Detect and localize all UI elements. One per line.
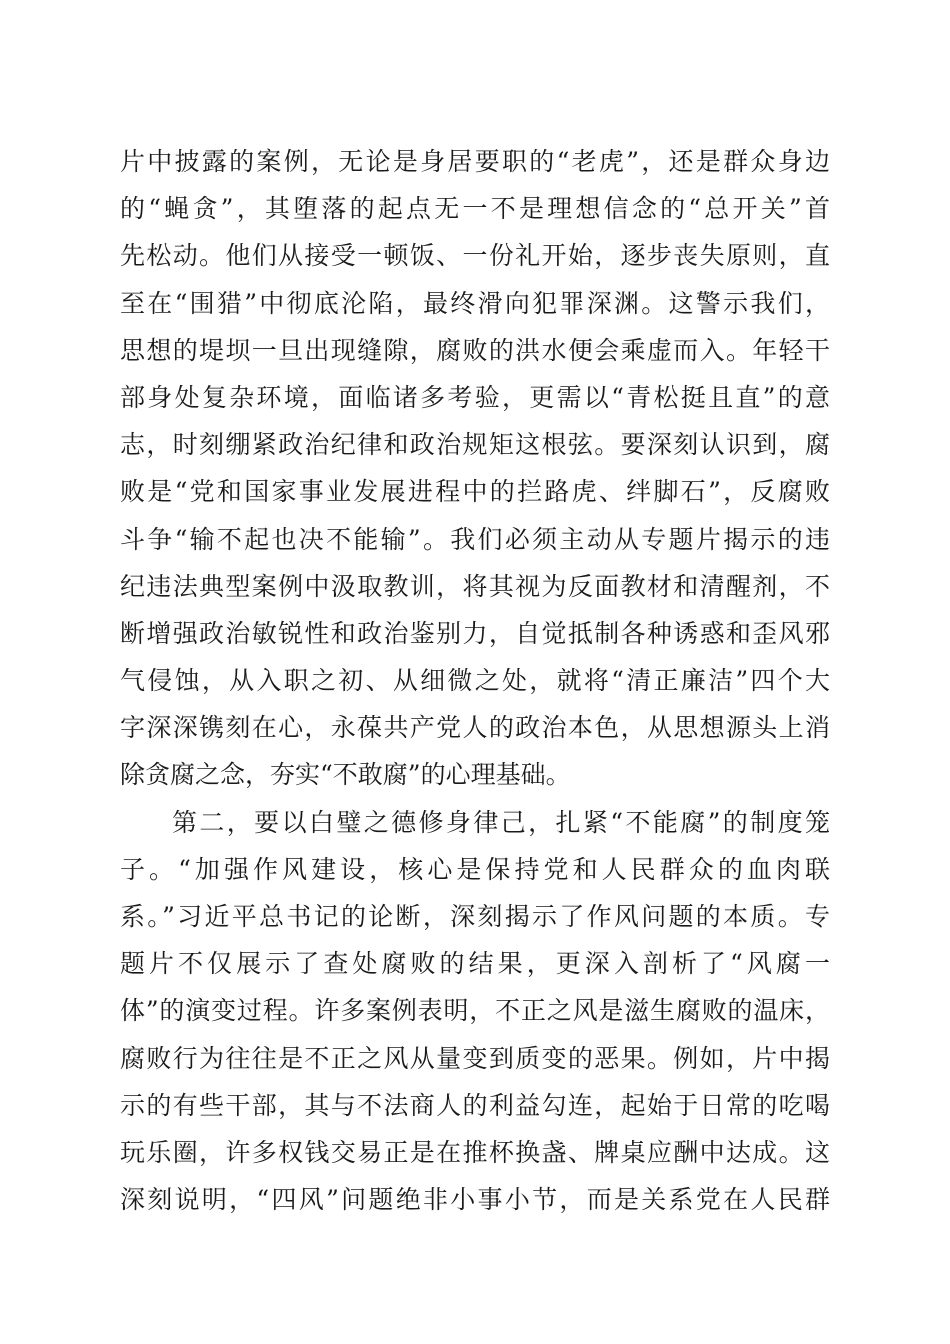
- text-line: 除贪腐之念，夯实“不敢腐”的心理基础。: [120, 760, 571, 790]
- text-line: 深刻说明，“四风”问题绝非小事小节，而是关系党在人民群: [120, 1185, 830, 1215]
- text-line: 纪违法典型案例中汲取教训，将其视为反面教材和清醒剂，不: [120, 571, 830, 601]
- text-line: 子。“加强作风建设，核心是保持党和人民群众的血肉联: [120, 854, 830, 884]
- text-line: 片中披露的案例，无论是身居要职的“老虎”，还是群众身边: [120, 147, 830, 176]
- text-line: 部身处复杂环境，面临诸多考验，更需以“青松挺且直”的意: [120, 382, 830, 412]
- text-line: 气侵蚀，从入职之初、从细微之处，就将“清正廉洁”四个大: [120, 666, 830, 696]
- text-line: 志，时刻绷紧政治纪律和政治规矩这根弦。要深刻认识到，腐: [120, 430, 830, 460]
- text-line: 题片不仅展示了查处腐败的结果，更深入剖析了“风腐一: [120, 949, 830, 979]
- document-body: [120, 138, 830, 1223]
- text-line: 字深深镌刻在心，永葆共产党人的政治本色，从思想源头上消: [120, 713, 830, 743]
- text-line: 玩乐圈，许多权钱交易正是在推杯换盏、牌桌应酬中达成。这: [120, 1137, 830, 1167]
- text-line: 系。”习近平总书记的论断，深刻揭示了作风问题的本质。专: [120, 902, 830, 931]
- paragraph-2: [120, 799, 830, 1224]
- text-line: 至在“围猎”中彻底沦陷，最终滑向犯罪深渊。这警示我们，: [120, 288, 830, 318]
- text-line: 腐败行为往往是不正之风从量变到质变的恶果。例如，片中揭: [120, 1043, 830, 1073]
- text-line: 示的有些干部，其与不法商人的利益勾连，起始于日常的吃喝: [120, 1090, 830, 1120]
- text-line: 思想的堤坝一旦出现缝隙，腐败的洪水便会乘虚而入。年轻干: [120, 335, 830, 365]
- text-line: 的“蝇贪”，其堕落的起点无一不是理想信念的“总开关”首: [120, 194, 830, 224]
- text-line: 体”的演变过程。许多案例表明，不正之风是滋生腐败的温床，: [120, 996, 830, 1026]
- text-line: 第二，要以白璧之德修身律己，扎紧“不能腐”的制度笼: [172, 807, 830, 837]
- text-line: 先松动。他们从接受一顿饭、一份礼开始，逐步丧失原则，直: [120, 241, 830, 271]
- text-line: 斗争“输不起也决不能输”。我们必须主动从专题片揭示的违: [120, 524, 830, 554]
- text-line: 断增强政治敏锐性和政治鉴别力，自觉抵制各种诱惑和歪风邪: [120, 618, 830, 648]
- text-line: 败是“党和国家事业发展进程中的拦路虎、绊脚石”，反腐败: [120, 477, 830, 507]
- paragraph-1: [120, 138, 830, 799]
